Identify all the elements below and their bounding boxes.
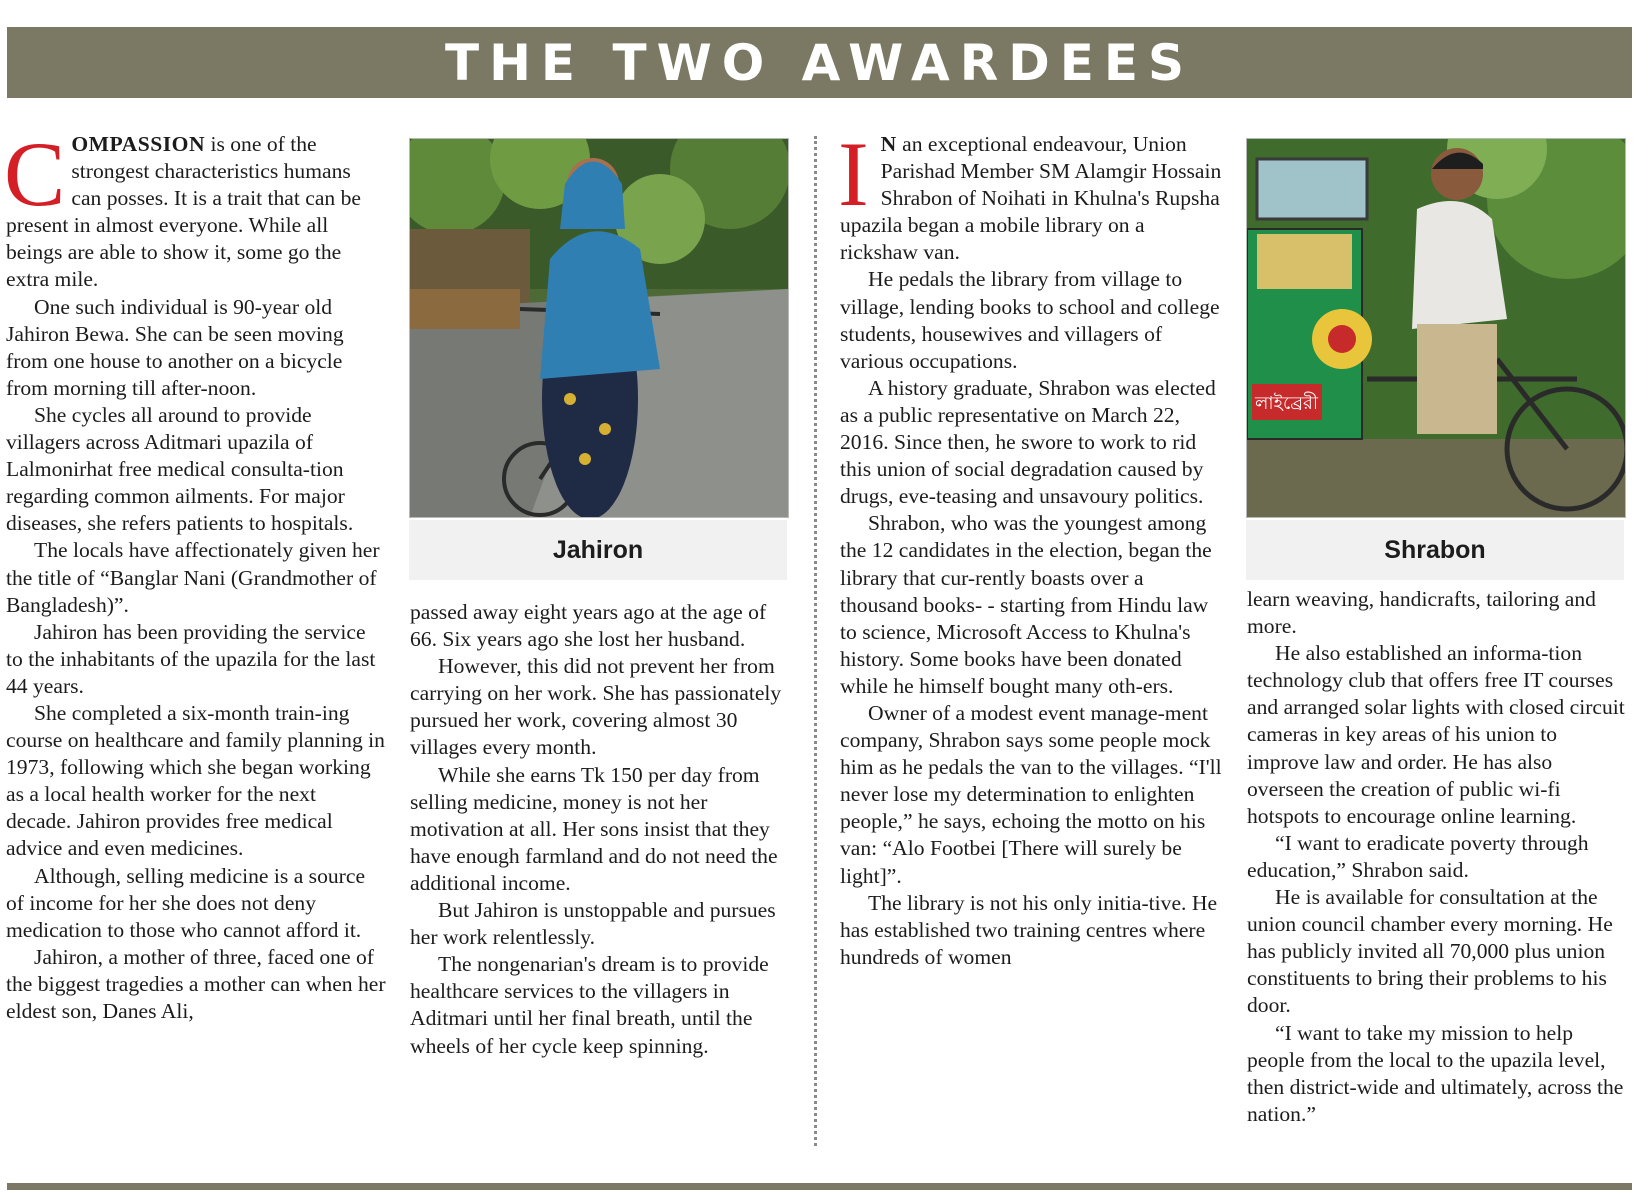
article1-paragraph: She completed a six-month train-ing course on healthcare and family planning in 1973, following which she began working as a local health worker for the next decade. Jahiron provides free medical advice and even medicines. — [6, 700, 385, 861]
article2-paragraph: He also established an informa-tion technology club that offers free IT courses and arranged solar lights with closed circuit cameras in key areas of his union to improve law and order. He has also overseen the creation of public wi-fi hotspots to encourage online learning. — [1247, 641, 1625, 828]
shrabon-photo-illustration — [1247, 139, 1625, 517]
article2-paragraph: Shrabon, who was the youngest among the 12 candidates in the election, began the library that cur-rently boasts over a thousand books- - starting from Hindu law to science, Microsoft Access to Khulna's history. Some books have been donated while he himself bought many oth-ers. — [840, 511, 1212, 698]
article2-lead-caps: N — [880, 132, 897, 156]
article2-column-1 — [838, 123, 1225, 971]
article1-column-1 — [4, 123, 386, 1025]
article2-column-2 — [1247, 586, 1632, 1128]
article1-paragraph: While she earns Tk 150 per day from selling medicine, money is not her motivation at all. Her sons insist that they have enough farmland and do not need the additional income. — [410, 762, 778, 895]
article2-lead-paragraph — [838, 123, 1225, 266]
jahiron-caption: Jahiron — [409, 520, 787, 580]
article1-dropcap: C — [4, 123, 66, 225]
article2-paragraph: Owner of a modest event manage-ment company, Shrabon says some people mock him as he pedals the van to the villages. “I'll never lose my determination to enlighten people,” he says, echoing the motto on his van: “Alo Footbei [There will surely be light]”. — [840, 700, 1222, 888]
article1-paragraph: Jahiron, a mother of three, faced one of the biggest tragedies a mother can when her eldest son, Danes Ali, — [6, 944, 386, 1023]
article2-paragraph: The library is not his only initia-tive. He has established two training centres where hundreds of women — [840, 890, 1218, 969]
article2-lead-text: an exceptional endeavour, Union Parishad Member SM Alamgir Hossain Shrabon of Noihati in Khulna's Rupsha upazila began a mobile library on a rickshaw van. — [840, 132, 1222, 265]
article2-paragraph: A history graduate, Shrabon was elected as a public representative on March 22, 2016. Since then, he swore to work to rid this union of social degradation caused by drugs, eve-teasing and unsavoury politics. — [840, 375, 1216, 509]
article1-lead-caps: OMPASSION — [71, 132, 206, 156]
article1-paragraph: passed away eight years ago at the age of 66. Six years ago she lost her husband. — [410, 600, 767, 652]
article1-column-2 — [410, 599, 790, 1060]
article1-paragraph: The locals have affectionately given her the title of “Banglar Nani (Grandmother of Bangladesh)”. — [6, 538, 380, 617]
article1-paragraph: Although, selling medicine is a source of income for her she does not deny medication to those who cannot afford it. — [6, 863, 366, 942]
headline: THE TWO AWARDEES — [444, 33, 1195, 92]
article1-paragraph: Jahiron has been providing the service to the inhabitants of the upazila for the last 44 years. — [6, 619, 376, 698]
article1-lead-paragraph — [4, 123, 386, 294]
article2-paragraph: He is available for consultation at the union council chamber every morning. He has publicly invited all 70,000 plus union constituents to bring their problems to his door. — [1247, 885, 1613, 1018]
article-divider — [814, 136, 817, 1146]
bottom-rule — [7, 1183, 1632, 1190]
article2-paragraph: “I want to eradicate poverty through education,” Shrabon said. — [1247, 830, 1589, 882]
headline-banner — [7, 27, 1632, 98]
article1-paragraph: But Jahiron is unstoppable and pursues her work relentlessly. — [410, 898, 776, 950]
article1-lead-text: is one of the strongest characteristics humans can posses. It is a trait that can be present in almost everyone. While all beings are able to show it, some go the extra mile. — [6, 132, 361, 292]
article2-paragraph: “I want to take my mission to help people from the local to the upazila level, then district-wide and ultimately, across the nation.” — [1247, 1020, 1624, 1126]
article2-paragraph: He pedals the library from village to village, lending books to school and college students, housewives and villagers of various occupations. — [840, 267, 1220, 373]
shrabon-caption: Shrabon — [1246, 520, 1624, 580]
article1-paragraph: One such individual is 90-year old Jahiron Bewa. She can be seen moving from one house to another on a bicycle from morning till after-noon. — [6, 294, 344, 400]
article1-paragraph: She cycles all around to provide villagers across Aditmari upazila of Lalmonirhat free medical consulta-tion regarding common ailments. For major diseases, she refers patients to hospitals. — [6, 402, 354, 536]
rickshaw-sign-text: লাইব্রেরী — [1255, 393, 1319, 414]
shrabon-photo — [1246, 138, 1626, 518]
article1-paragraph: However, this did not prevent her from carrying on her work. She has passionately pursued her work, covering almost 30 villages every month. — [410, 654, 782, 760]
article2-dropcap: I — [838, 123, 869, 225]
article2-paragraph: learn weaving, handicrafts, tailoring and more. — [1247, 587, 1596, 639]
article1-paragraph: The nongenarian's dream is to provide healthcare services to the villagers in Aditmari until her final breath, until the wheels of her cycle keep spinning. — [410, 952, 769, 1058]
jahiron-photo-illustration — [410, 139, 788, 517]
jahiron-photo — [409, 138, 789, 518]
